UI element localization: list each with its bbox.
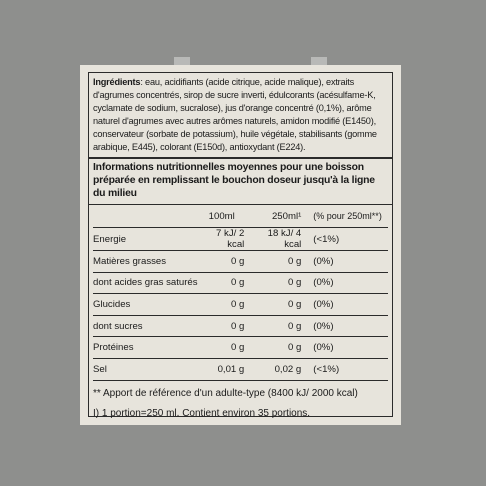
nutrition-title: Informations nutritionnelles moyennes pour une boisson préparée en remplissant le bouchon doseur jusqu'à la ligne du milieu	[93, 162, 375, 199]
nutrition-header-row	[93, 205, 388, 228]
reference-intake-note: ** Apport de référence d'un adulte-type (8400 kJ/ 2000 kcal)	[93, 387, 358, 399]
label-frame	[88, 72, 393, 417]
header-cell: (% pour 250ml**)	[311, 205, 388, 228]
value-250ml: 0,02 g	[252, 358, 311, 380]
ingredients-heading: Ingrédients	[93, 77, 141, 87]
value-percent: (0%)	[311, 337, 388, 359]
value-percent: (<1%)	[311, 228, 388, 251]
nutrient-name: Glucides	[93, 294, 199, 316]
table-row	[93, 251, 388, 273]
value-250ml: 0 g	[252, 315, 311, 337]
table-row	[93, 272, 388, 294]
footnotes	[93, 381, 388, 424]
table-row	[93, 294, 388, 316]
value-100ml: 7 kJ/ 2 kcal	[199, 228, 252, 251]
value-100ml: 0,01 g	[199, 358, 252, 380]
value-100ml: 0 g	[199, 251, 252, 273]
table-row	[93, 228, 388, 251]
nutrient-name: Protéines	[93, 337, 199, 359]
value-250ml: 0 g	[252, 251, 311, 273]
nutrient-name: Matières grasses	[93, 251, 199, 273]
nutrient-name: dont acides gras saturés	[93, 272, 199, 294]
value-250ml: 0 g	[252, 337, 311, 359]
value-250ml: 0 g	[252, 294, 311, 316]
nutrient-name: dont sucres	[93, 315, 199, 337]
table-row	[93, 337, 388, 359]
ingredients-list: : eau, acidifiants (acide citrique, acide malique), extraits d'agrumes concentrés, sirop de sucre inverti, édulcorants (acésulfame-K, cyclamate de sodium, sucralose), jus d'orange concentré (0,1%), arôme naturel d'agrumes avec autres arômes naturels, amidon modifié (E1450), conservateur (sorbate de potassium), huile végétale, stabilisants (gomme arabique, E445), colorant (E150d), antioxydant (E224).	[93, 77, 377, 152]
value-percent: (0%)	[311, 272, 388, 294]
header-cell: 100ml	[199, 205, 252, 228]
header-cell	[93, 205, 199, 228]
value-percent: (0%)	[311, 315, 388, 337]
value-100ml: 0 g	[199, 315, 252, 337]
value-250ml: 18 kJ/ 4 kcal	[252, 228, 311, 251]
value-250ml: 0 g	[252, 272, 311, 294]
value-100ml: 0 g	[199, 272, 252, 294]
nutrition-label	[80, 65, 401, 425]
table-row	[93, 358, 388, 380]
divider	[89, 157, 392, 159]
value-100ml: 0 g	[199, 294, 252, 316]
header-cell: 250ml¹	[252, 205, 311, 228]
portion-note: I) 1 portion=250 ml. Contient environ 35 portions.	[93, 407, 311, 419]
nutrition-table	[93, 205, 388, 381]
value-percent: (0%)	[311, 251, 388, 273]
ingredients-text	[93, 76, 388, 154]
value-percent: (0%)	[311, 294, 388, 316]
value-percent: (<1%)	[311, 358, 388, 380]
table-row	[93, 315, 388, 337]
value-100ml: 0 g	[199, 337, 252, 359]
nutrient-name: Energie	[93, 228, 199, 251]
nutrient-name: Sel	[93, 358, 199, 380]
